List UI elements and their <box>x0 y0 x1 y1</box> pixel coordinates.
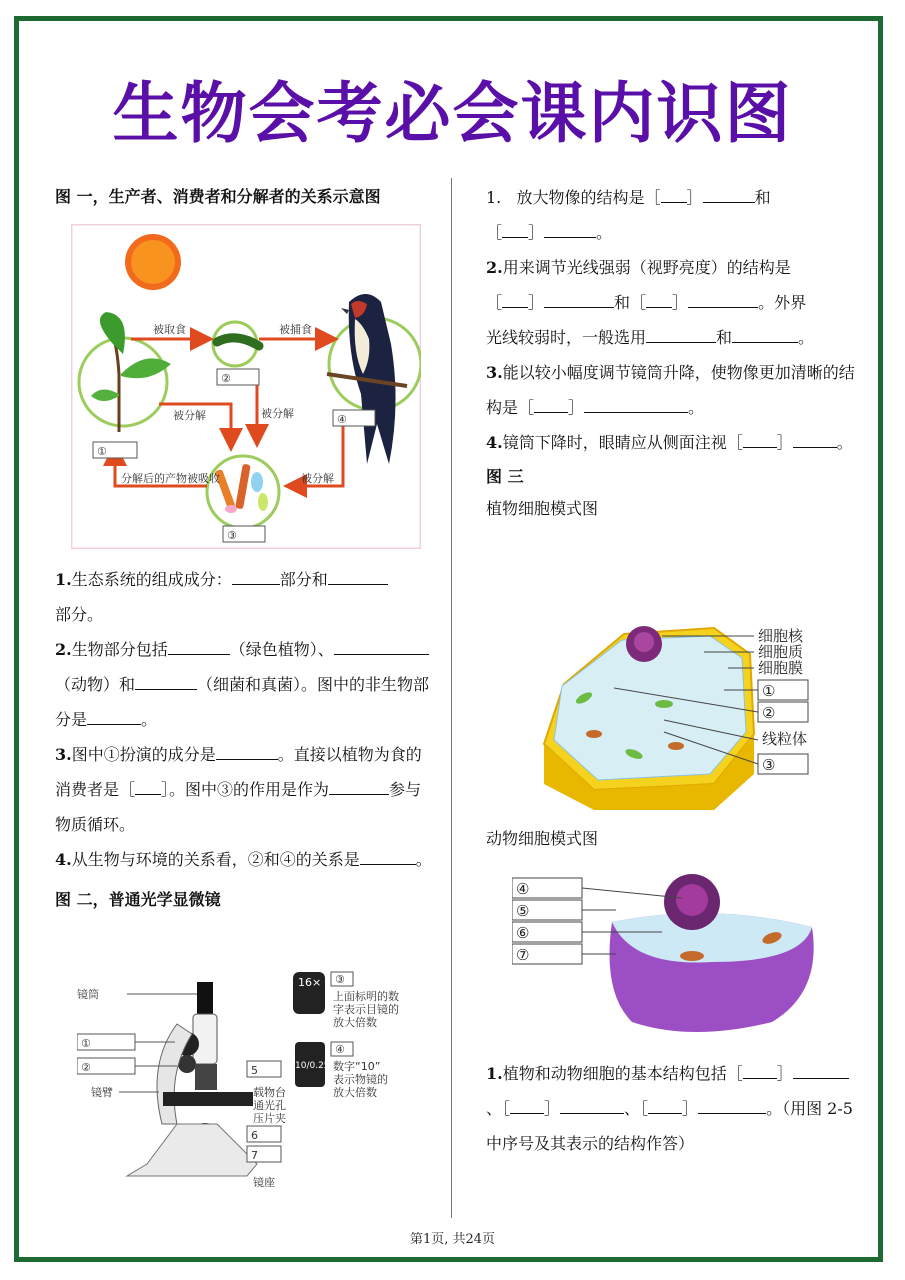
label-n7: 7 <box>251 1149 258 1162</box>
label-n5: ⑤ <box>516 902 530 920</box>
question-4: 4.从生物与环境的关系看，②和④的关系是 。 <box>55 850 432 869</box>
eyepiece-icon <box>293 972 325 1014</box>
label-mitochondria: 线粒体 <box>762 730 808 748</box>
figure1-title: 图 一，生产者、消费者和分解者的关系示意图 <box>55 187 381 206</box>
right-questions <box>486 180 856 524</box>
label-cytoplasm: 细胞质 <box>758 643 804 661</box>
label-preyed: 被捕食 <box>279 323 312 336</box>
eyepiece-note-1: 上面标明的数 <box>333 990 399 1003</box>
question-3: 3.图中①扮演的成分是 。直接以植物为食的消费者是［ ］。图中③的作用是作为 参与物质循环。 <box>55 745 422 834</box>
label-n3: ③ <box>762 756 776 774</box>
label-n4: ④ <box>516 880 530 898</box>
label-n6: ⑥ <box>516 924 530 942</box>
label-membrane: 细胞膜 <box>758 659 804 677</box>
question-1: 1.生态系统的组成成分： 部分和 部分。 <box>55 562 435 632</box>
label-tube: 镜筒 <box>77 988 99 1001</box>
label-absorbed: 分解后的产物被吸收 <box>121 472 220 485</box>
label-stage: 载物台 <box>253 1086 286 1099</box>
label-arm: 镜臂 <box>91 1086 113 1099</box>
question-r2: 2.用来调节光线强弱（视野亮度）的结构是 ［ ］ 和［ ］ 。外界 光线较弱时，一般选用 和 。 <box>486 258 815 347</box>
plant-cell-diagram <box>514 614 848 810</box>
label-n2: ② <box>762 704 776 722</box>
label-n2: ② <box>221 372 231 385</box>
eyepiece-note-3: 放大倍数 <box>333 1016 377 1029</box>
label-nucleus: 细胞核 <box>758 627 804 645</box>
column-divider <box>451 178 452 1218</box>
page-title: 生物会考必会课内识图 <box>112 75 793 152</box>
microscope-diagram <box>77 964 417 1194</box>
eyepiece-mark: 16× <box>298 976 322 989</box>
objective-note-1: 数字“10” <box>333 1060 381 1073</box>
label-decomposed-2: 被分解 <box>261 407 294 420</box>
label-n1: ① <box>762 682 776 700</box>
label-n4: ④ <box>335 1043 345 1056</box>
label-n5: 5 <box>251 1064 258 1077</box>
question-r1: 1. 放大物像的结构是［ ］ 和 ［ ］ 。 <box>486 188 771 242</box>
label-n1: ① <box>97 445 107 458</box>
label-clip: 压片夹 <box>253 1112 286 1125</box>
label-decomposed-3: 被分解 <box>301 472 334 485</box>
ecosystem-diagram <box>71 224 421 549</box>
question-r3: 3.能以较小幅度调节镜筒升降，使物像更加清晰的结构是［ ］ 。 <box>486 363 855 417</box>
label-n7: ⑦ <box>516 946 530 964</box>
page-number: 第1页, 共24页 <box>409 1232 496 1247</box>
label-n2: ② <box>81 1061 91 1074</box>
label-hole: 通光孔 <box>253 1099 286 1112</box>
label-decomposed-1: 被分解 <box>173 409 206 422</box>
label-eaten: 被取食 <box>153 323 186 336</box>
label-n6: 6 <box>251 1129 258 1142</box>
animal-cell-icon <box>610 874 814 1032</box>
question-2: 2.生物部分包括 （绿色植物）、（动物）和 （细菌和真菌）。图中的非生物部分是 。 <box>55 640 430 729</box>
objective-note-3: 放大倍数 <box>333 1086 377 1099</box>
figure2-title: 图 二，普通光学显微镜 <box>55 890 221 909</box>
label-n1: ① <box>81 1037 91 1050</box>
objective-icon <box>295 1042 330 1087</box>
label-n3: ③ <box>335 973 345 986</box>
objective-mark: 10/0.25 <box>295 1061 330 1071</box>
label-n4: ④ <box>337 413 347 426</box>
question-c1: 1.植物和动物细胞的基本结构包括［ ］、［ ］ 、［ ］ 。（用图 2-5 中序号及其表示的结构作答） <box>486 1064 853 1153</box>
objective-note-2: 表示物镜的 <box>333 1073 388 1086</box>
label-base: 镜座 <box>253 1176 275 1189</box>
cell-questions <box>486 1056 856 1161</box>
label-n3: ③ <box>227 529 237 542</box>
figure3-title: 图 三 <box>486 467 524 486</box>
question-r4: 4.镜筒下降时，眼睛应从侧面注视［ ］ 。 <box>486 433 853 452</box>
animal-cell-title: 动物细胞模式图 <box>486 829 599 848</box>
plant-cell-title: 植物细胞模式图 <box>486 499 599 518</box>
left-questions <box>55 562 435 915</box>
animal-cell-diagram <box>512 872 822 1038</box>
plant-cell-icon <box>544 626 754 810</box>
eyepiece-note-2: 字表示目镜的 <box>333 1003 399 1016</box>
